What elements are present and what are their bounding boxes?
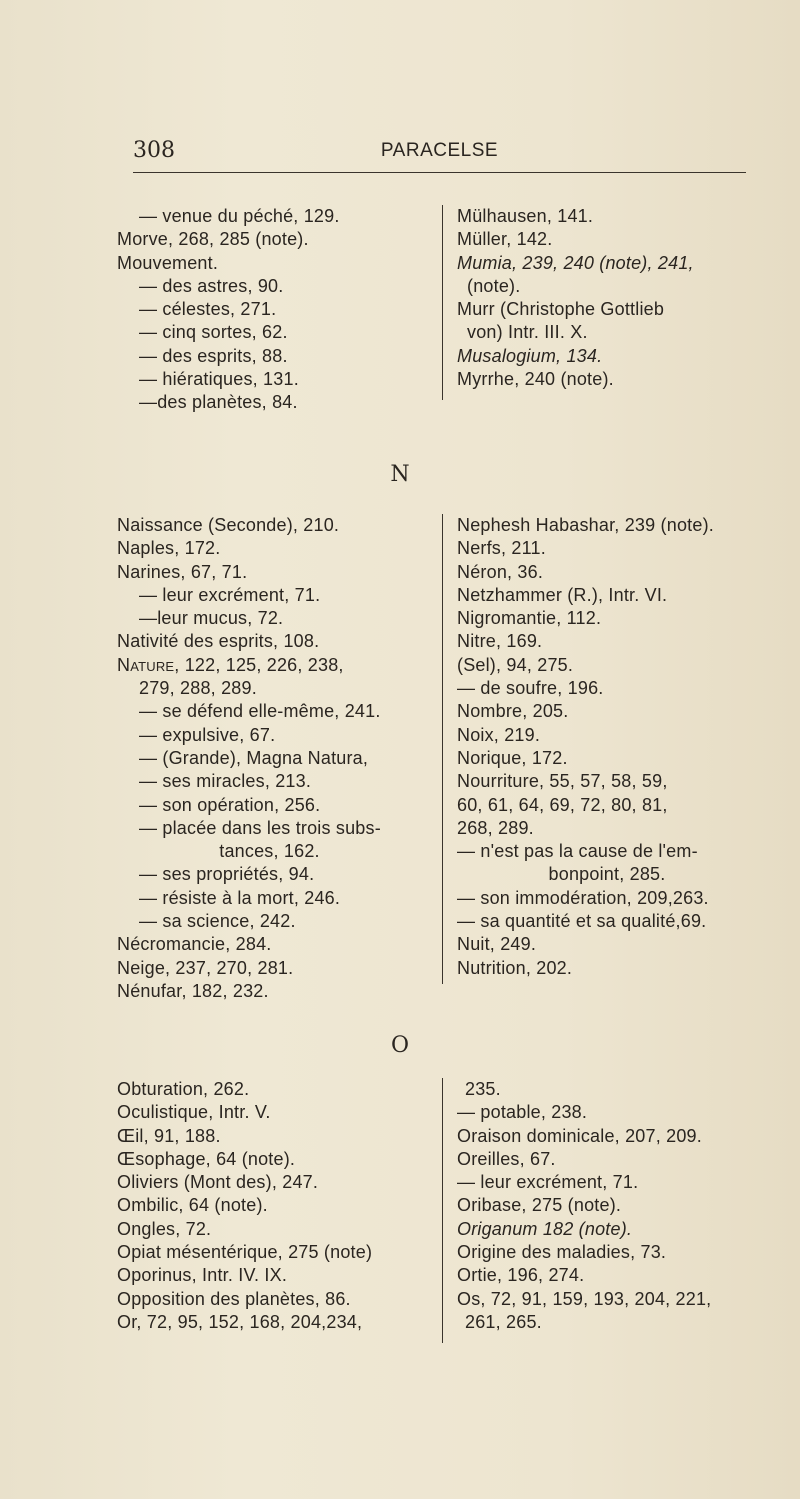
index-entry: Œil, 91, 188.: [117, 1125, 221, 1146]
index-entry: Nutrition, 202.: [457, 957, 573, 978]
index-entry: Oporinus, Intr. IV. IX.: [117, 1265, 288, 1286]
index-entry: 279, 288, 289.: [139, 678, 257, 699]
running-title: PARACELSE: [380, 140, 499, 161]
index-entry: — cinq sortes, 62.: [139, 322, 288, 343]
index-entry: Oliviers (Mont des), 247.: [117, 1172, 319, 1193]
index-column-right: [457, 1078, 757, 1334]
index-entry: Oribase, 275 (note).: [457, 1195, 622, 1216]
index-entry: Nature, 122, 125, 226, 238,: [117, 654, 344, 675]
index-entry: Ombilic, 64 (note).: [117, 1195, 268, 1216]
index-column-right: [457, 205, 757, 391]
index-entry: Origanum 182 (note).: [457, 1218, 633, 1239]
index-entry: Norique, 172.: [457, 747, 568, 768]
index-entry: — des astres, 90.: [139, 275, 284, 296]
index-entry: Mülhausen, 141.: [457, 206, 594, 226]
index-entry: Obturation, 262.: [117, 1079, 250, 1099]
index-column-left: [117, 205, 422, 415]
index-entry: Nuit, 249.: [457, 934, 537, 955]
index-entry: — expulsive, 67.: [139, 724, 276, 745]
index-entry: — placée dans les trois subs-: [139, 817, 381, 838]
index-entry: Musalogium, 134.: [457, 345, 603, 366]
index-entry: — célestes, 271.: [139, 299, 277, 320]
index-entry: Ongles, 72.: [117, 1218, 212, 1239]
index-entry: — hiératiques, 131.: [139, 369, 299, 390]
index-entry: Myrrhe, 240 (note).: [457, 369, 614, 390]
index-column-left: [117, 514, 422, 1003]
index-entry: Opiat mésentérique, 275 (note): [117, 1242, 373, 1263]
index-entry: — venue du péché, 129.: [139, 206, 340, 226]
index-entry: Müller, 142.: [457, 229, 553, 250]
index-entry: — sa quantité et sa qualité,69.: [457, 911, 707, 932]
index-entry: Or, 72, 95, 152, 168, 204,234,: [117, 1311, 363, 1332]
index-entry: Morve, 268, 285 (note).: [117, 229, 309, 250]
index-entry: 60, 61, 64, 69, 72, 80, 81,: [457, 794, 668, 815]
index-entry: Neige, 237, 270, 281.: [117, 957, 294, 978]
column-divider: [442, 1078, 443, 1343]
index-entry: — son immodération, 209,263.: [457, 887, 709, 908]
index-entry: 261, 265.: [465, 1311, 542, 1332]
index-entry: Origine des maladies, 73.: [457, 1242, 667, 1263]
index-entry: 268, 289.: [457, 817, 534, 838]
index-entry: Néron, 36.: [457, 561, 544, 582]
index-column-right: [457, 514, 757, 980]
index-entry: — de soufre, 196.: [457, 678, 604, 699]
index-entry: — se défend elle-même, 241.: [139, 701, 381, 722]
index-entry: Oreilles, 67.: [457, 1148, 556, 1169]
index-entry: Narines, 67, 71.: [117, 561, 248, 582]
index-entry: Oraison dominicale, 207, 209.: [457, 1125, 702, 1146]
section-letter-o: O: [390, 1033, 410, 1058]
index-entry: Murr (Christophe Gottlieb: [457, 299, 665, 320]
index-entry: — n'est pas la cause de l'em-: [457, 841, 698, 862]
index-entry: Nénufar, 182, 232.: [117, 980, 269, 1001]
index-section-m: [117, 205, 757, 413]
index-entry: —leur mucus, 72.: [139, 608, 284, 629]
index-entry: Noix, 219.: [457, 724, 541, 745]
index-entry: — résiste à la mort, 246.: [139, 887, 341, 908]
page-header: [133, 138, 746, 174]
index-entry: — son opération, 256.: [139, 794, 321, 815]
index-entry: Naples, 172.: [117, 538, 221, 559]
index-entry: — des esprits, 88.: [139, 345, 288, 366]
index-entry: — potable, 238.: [457, 1102, 588, 1123]
page-number: 308: [133, 138, 175, 163]
index-entry: Nephesh Habashar, 239 (note).: [457, 515, 714, 535]
index-entry: Ortie, 196, 274.: [457, 1265, 585, 1286]
index-column-left: [117, 1078, 422, 1334]
index-section-n: [117, 514, 757, 1001]
index-entry: Nécromancie, 284.: [117, 934, 272, 955]
index-entry: von) Intr. III. X.: [467, 322, 588, 343]
index-section-o: [117, 1078, 757, 1348]
index-entry: tances, 162.: [219, 841, 320, 862]
index-entry: Nigromantie, 112.: [457, 608, 602, 629]
column-divider: [442, 205, 443, 400]
index-entry: Nerfs, 211.: [457, 538, 546, 559]
index-entry: Nombre, 205.: [457, 701, 569, 722]
index-entry: Nativité des esprits, 108.: [117, 631, 320, 652]
index-entry: — sa science, 242.: [139, 911, 296, 932]
index-entry: —des planètes, 84.: [139, 392, 298, 413]
index-entry: — leur excrément, 71.: [457, 1172, 639, 1193]
index-entry: Nitre, 169.: [457, 631, 543, 652]
index-entry: (Sel), 94, 275.: [457, 654, 574, 675]
index-entry: Netzhammer (R.), Intr. VI.: [457, 584, 668, 605]
index-entry: Naissance (Seconde), 210.: [117, 515, 340, 535]
index-entry: Nourriture, 55, 57, 58, 59,: [457, 771, 668, 792]
index-entry: Œsophage, 64 (note).: [117, 1148, 296, 1169]
index-entry: Mumia, 239, 240 (note), 241,: [457, 252, 694, 273]
index-entry: — ses miracles, 213.: [139, 771, 312, 792]
section-letter-n: N: [390, 462, 410, 487]
column-divider: [442, 514, 443, 984]
index-entry: — leur excrément, 71.: [139, 584, 321, 605]
index-entry: Os, 72, 91, 159, 193, 204, 221,: [457, 1288, 712, 1309]
header-rule: [133, 172, 746, 173]
index-entry: bonpoint, 285.: [548, 864, 666, 885]
index-entry: — ses propriétés, 94.: [139, 864, 315, 885]
index-entry: Oculistique, Intr. V.: [117, 1102, 271, 1123]
index-entry: (note).: [467, 275, 521, 296]
index-entry: — (Grande), Magna Natura,: [139, 747, 369, 768]
index-entry: Opposition des planètes, 86.: [117, 1288, 351, 1309]
index-entry: 235.: [465, 1079, 501, 1099]
index-entry: Mouvement.: [117, 252, 219, 273]
